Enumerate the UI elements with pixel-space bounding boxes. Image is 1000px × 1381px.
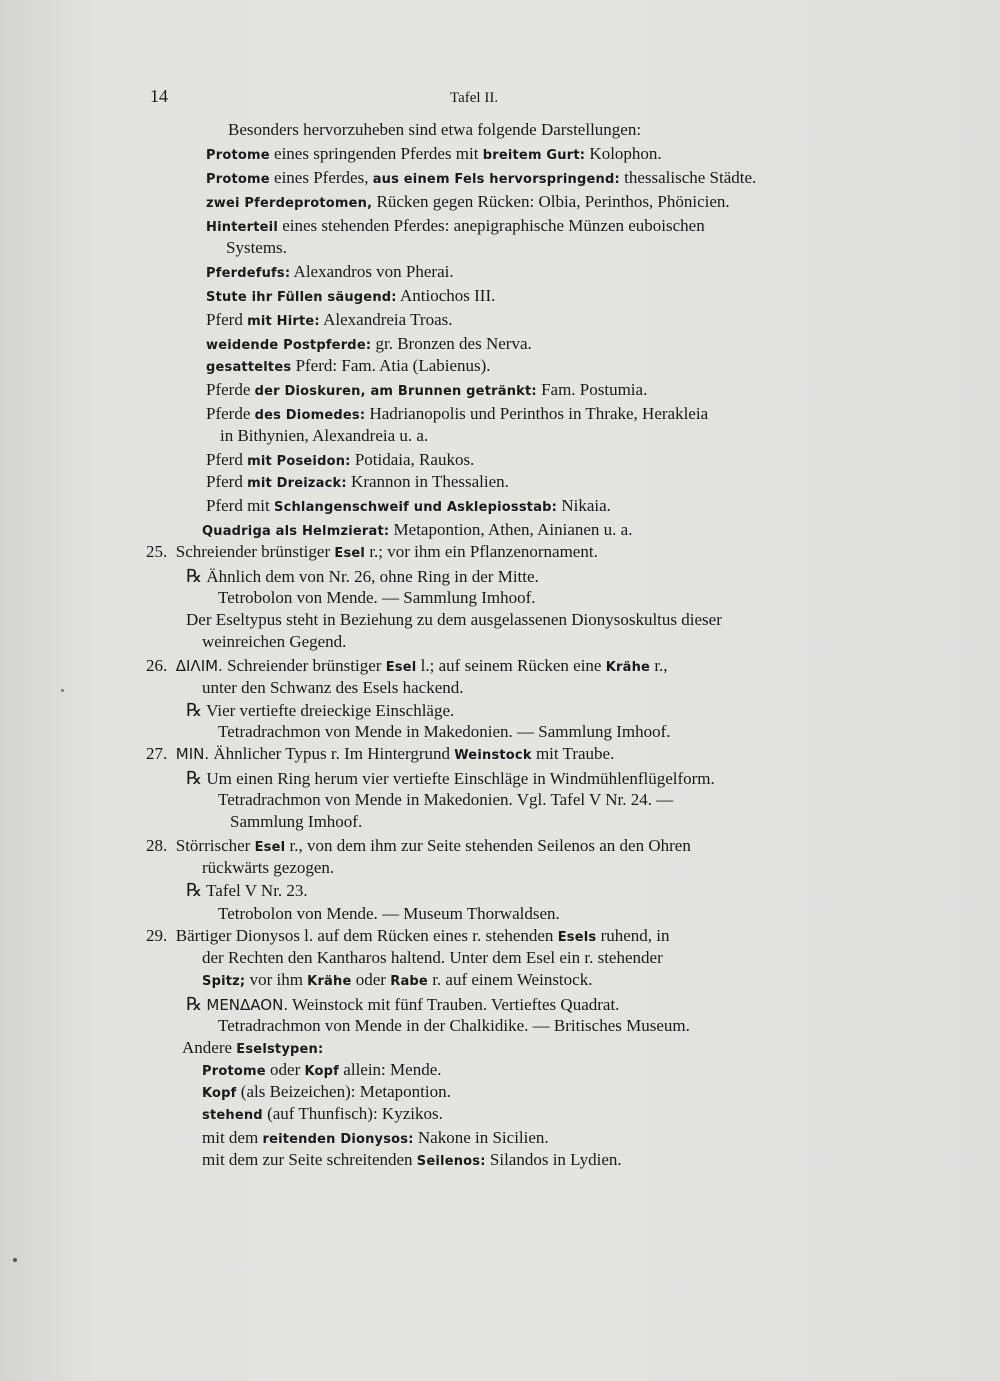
text-segment: mit dem zur Seite schreitenden [202,1150,417,1169]
text-segment: rückwärts gezogen. [202,858,335,877]
text-segment: Vier vertiefte dreieckige Einschläge. [202,701,455,720]
reverse-symbol: ℞ [186,880,203,900]
text-segment: Um einen Ring herum vier vertiefte Einschläge in Windmühlenflügelform. [202,769,715,788]
text-segment: der Rechten den Kantharos haltend. Unter dem Esel ein r. stehender [202,948,663,967]
text-line [186,610,722,630]
text-line [202,678,464,698]
text-line [202,1060,442,1082]
text-line [202,1150,622,1172]
spaced-term: Esels [557,930,597,945]
text-line [146,926,670,948]
text-line [206,472,509,494]
text-line [202,632,346,652]
text-segment: Pferd [206,472,248,491]
text-segment: Fam. Postumia. [536,380,648,399]
spaced-term: Weinstock [454,748,532,763]
text-segment: Tafel V Nr. 23. [202,881,308,900]
text-segment: Silandos in Lydien. [485,1150,622,1169]
text-segment: r., von dem ihm zur Seite stehenden Seilenos an den Ohren [285,836,691,855]
text-segment: Pferde [206,404,255,423]
spaced-term: mit Dreizack: [247,476,347,491]
text-segment: Nikaia. [557,496,611,515]
text-segment: Ähnlich dem von Nr. 26, ohne Ring in der Mitte. [202,567,539,586]
text-segment: Pferd mit [206,496,274,515]
text-segment: Der Eseltypus steht in Beziehung zu dem ausgelassenen Dionysoskultus dieser [186,610,722,629]
text-segment: Pferd: Fam. Atia (Labienus). [291,356,491,375]
text-segment: thessalische Städte. [619,168,757,187]
text-line [228,120,641,140]
text-segment: Pferde [206,380,255,399]
text-segment: Pferd [206,450,248,469]
spaced-term: gesatteltes [206,360,292,375]
text-line [202,1082,451,1104]
text-line [230,812,362,832]
text-segment: 25. Schreiender brünstiger [146,542,335,561]
scan-speck [13,1258,17,1262]
text-line [218,790,673,810]
text-line [206,144,662,166]
spaced-term: der Dioskuren, am Brunnen getränkt: [254,384,537,399]
spaced-term: Quadriga als Helmzierat: [202,524,390,539]
reverse-symbol: ℞ [186,566,203,586]
reverse-symbol: ℞ [186,700,203,720]
spaced-term: Hinterteil [206,220,278,235]
text-line [146,836,691,858]
text-segment: oder [351,970,391,989]
text-segment: 28. Störrischer [146,836,255,855]
text-segment: r., [650,656,668,675]
text-line [206,310,453,332]
spaced-term: zwei Pferdeprotomen, [206,196,373,211]
text-segment: eines springenden Pferdes mit [269,144,483,163]
text-segment: Alexandreia Troas. [319,310,453,329]
text-line [206,450,474,472]
spaced-term: reitenden Dionysos: [262,1132,414,1147]
text-line [206,262,454,284]
spaced-term: Stute ihr Füllen säugend: [206,290,397,305]
text-segment: Sammlung Imhoof. [230,812,363,831]
text-segment: mit Traube. [531,744,615,763]
text-segment: oder [265,1060,305,1079]
text-line [206,334,532,356]
spaced-term: Kopf [202,1086,237,1101]
text-segment: Pferd [206,310,248,329]
text-segment: Tetrobolon von Mende. — Sammlung Imhoof. [218,588,536,607]
text-line [218,588,536,608]
text-line [202,948,663,968]
text-segment: weinreichen Gegend. [202,632,347,651]
text-segment: Tetrobolon von Mende. — Museum Thorwaldsen. [218,904,560,923]
spaced-term: mit Hirte: [247,314,320,329]
spaced-term: Esel [254,840,286,855]
spaced-term: aus einem Fels hervorspringend: [372,172,620,187]
text-segment: l.; auf seinem Rücken eine [416,656,606,675]
text-line [182,1038,323,1060]
text-segment: 27. [146,744,176,763]
running-title: Tafel II. [450,90,499,106]
text-line [218,904,560,924]
text-line [206,404,708,426]
text-segment: allein: Mende. [339,1060,442,1079]
spaced-term: stehend [202,1108,263,1123]
spaced-term: Eselstypen: [236,1042,324,1057]
text-line [206,286,495,308]
text-line [202,1128,549,1150]
spaced-term: Protome [202,1064,266,1079]
text-segment: in Bithynien, Alexandreia u. a. [220,426,429,445]
text-segment: r.; vor ihm ein Pflanzenornament. [365,542,598,561]
coin-legend: MIN. [175,745,210,763]
text-segment: (auf Thunfisch): Kyzikos. [262,1104,443,1123]
text-segment: eines stehenden Pferdes: anepigraphische Münzen euboischen [277,216,705,235]
spaced-term: Krähe [605,660,651,675]
text-segment: gr. Bronzen des Nerva. [371,334,532,353]
text-segment: Kolophon. [585,144,662,163]
text-segment: Krannon in Thessalien. [346,472,509,491]
text-line [226,238,287,258]
text-line [218,722,671,742]
text-line [206,168,756,190]
text-line [202,970,592,992]
text-segment: Rücken gegen Rücken: Olbia, Perinthos, Phönicien. [372,192,730,211]
text-segment: Besonders hervorzuheben sind etwa folgende Darstellungen: [228,120,642,139]
text-line [186,768,715,789]
text-line [218,1016,690,1036]
text-segment: Weinstock mit fünf Trauben. Vertieftes Quadrat. [288,995,620,1014]
spaced-term: Seilenos: [416,1154,486,1169]
text-segment: Tetradrachmon von Mende in Makedonien. Vgl. Tafel V Nr. 24. — [218,790,674,809]
text-segment: mit dem [202,1128,263,1147]
spaced-term: Protome [206,148,270,163]
spaced-term: Schlangenschweif und Asklepiosstab: [274,500,558,515]
text-segment: eines Pferdes, [269,168,373,187]
text-segment: Nakone in Sicilien. [413,1128,549,1147]
text-segment: Potidaia, Raukos. [350,450,475,469]
spaced-term: Esel [334,546,366,561]
text-segment: Tetradrachmon von Mende in der Chalkidike. — Britisches Museum. [218,1016,690,1035]
text-segment: vor ihm [245,970,308,989]
text-segment: Andere [182,1038,237,1057]
text-segment: Ähnlicher Typus r. Im Hintergrund [209,744,455,763]
reverse-symbol: ℞ [186,768,203,788]
spaced-term: des Diomedes: [254,408,366,423]
text-line [202,858,334,878]
text-segment: Metapontion, Athen, Ainianen u. a. [389,520,633,539]
text-line [206,216,705,238]
text-line [206,356,491,378]
text-segment: Schreiender brünstiger [222,656,386,675]
text-line [146,542,598,564]
text-segment: Tetradrachmon von Mende in Makedonien. — Sammlung Imhoof. [218,722,671,741]
scan-speck [61,689,64,692]
spaced-term: Pferdefufs: [206,266,291,281]
text-segment: r. auf einem Weinstock. [427,970,593,989]
text-segment: 26. [146,656,176,675]
text-line [186,566,539,587]
page-number: 14 [150,86,168,106]
text-line [206,192,730,214]
text-segment: 29. Bärtiger Dionysos l. auf dem Rücken eines r. stehenden [146,926,558,945]
text-segment: unter den Schwanz des Esels hackend. [202,678,464,697]
text-line [202,520,632,542]
text-segment: (als Beizeichen): Metapontion. [236,1082,451,1101]
text-line [186,700,454,721]
spaced-term: Spitz; [202,974,246,989]
text-line [202,1104,443,1126]
text-segment: ruhend, in [596,926,670,945]
spaced-term: Rabe [390,974,428,989]
text-line [206,496,611,518]
spaced-term: Kopf [304,1064,340,1079]
text-line [186,994,619,1015]
spaced-term: weidende Postpferde: [206,338,372,353]
text-line [146,744,614,766]
text-segment: Alexandros von Pherai. [290,262,454,281]
spaced-term: Krähe [307,974,352,989]
spaced-term: Esel [385,660,417,675]
spaced-term: Protome [206,172,270,187]
text-line [220,426,428,446]
text-line [186,880,308,901]
text-segment: Hadrianopolis und Perinthos in Thrake, Herakleia [365,404,709,423]
text-segment: Antiochos III. [396,286,496,305]
coin-legend: ΔΙΛΙΜ. [175,657,223,675]
text-line [146,656,668,678]
text-segment: Systems. [226,238,287,257]
reverse-symbol: ℞ [186,994,203,1014]
text-line [206,380,647,402]
spaced-term: mit Poseidon: [247,454,351,469]
coin-legend: MENΔAON. [206,996,289,1014]
spaced-term: breitem Gurt: [482,148,586,163]
